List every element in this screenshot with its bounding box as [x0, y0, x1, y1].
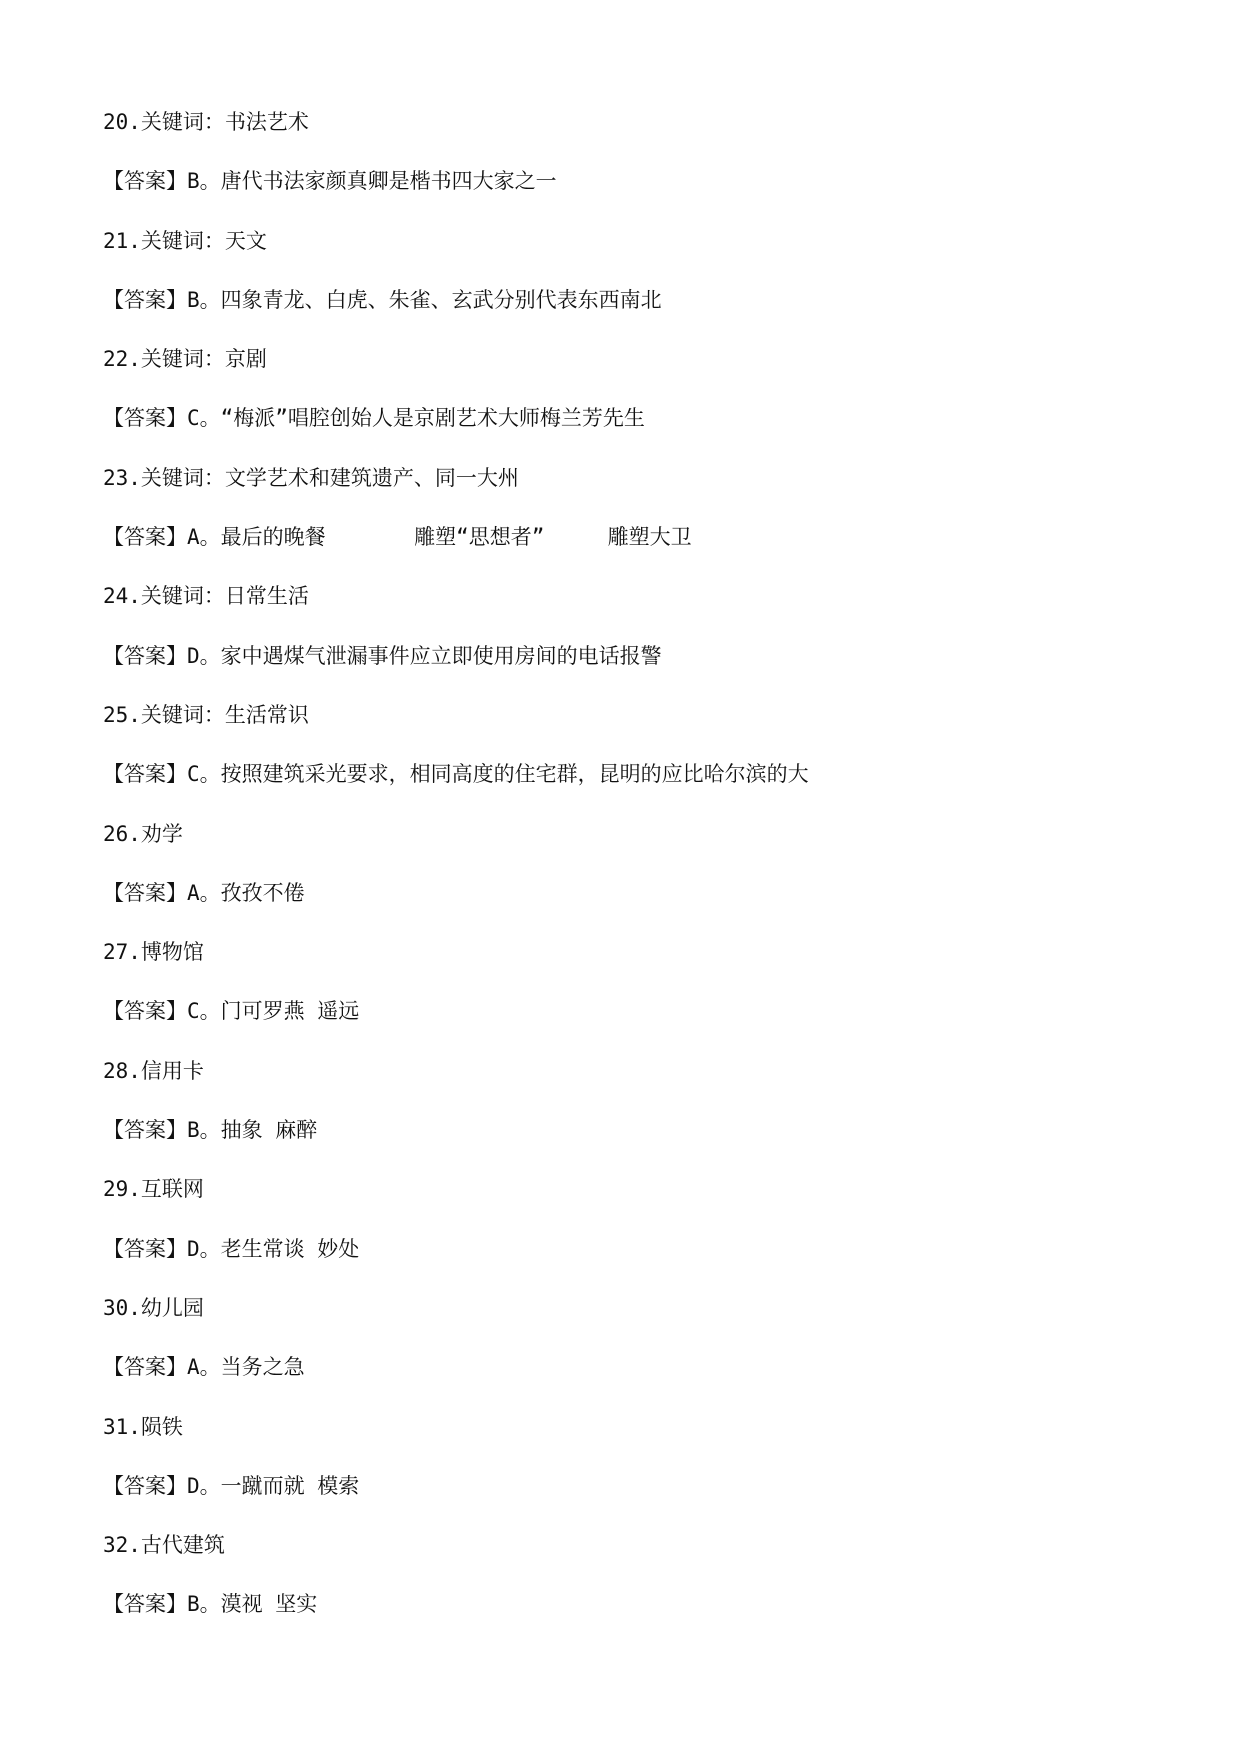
answer-23: 【答案】A。最后的晚餐 雕塑“思想者” 雕塑大卫 [103, 525, 692, 550]
question-topic-30: 30.幼儿园 [103, 1295, 204, 1320]
question-topic-29: 29.互联网 [103, 1177, 204, 1202]
question-topic-27: 27.博物馆 [103, 940, 204, 965]
question-keyword-21: 21.关键词：天文 [103, 228, 267, 253]
answer-31: 【答案】D。一蹴而就 模索 [103, 1473, 360, 1498]
question-topic-26: 26.劝学 [103, 821, 183, 846]
question-topic-28: 28.信用卡 [103, 1058, 204, 1083]
question-keyword-24: 24.关键词：日常生活 [103, 584, 309, 609]
answer-28: 【答案】B。抽象 麻醉 [103, 1118, 318, 1143]
answer-32: 【答案】B。漠视 坚实 [103, 1592, 318, 1617]
answer-30: 【答案】A。当务之急 [103, 1355, 305, 1380]
answer-21: 【答案】B。四象青龙、白虎、朱雀、玄武分别代表东西南北 [103, 287, 662, 312]
answer-29: 【答案】D。老生常谈 妙处 [103, 1236, 360, 1261]
question-topic-32: 32.古代建筑 [103, 1533, 225, 1558]
answer-22: 【答案】C。“梅派”唱腔创始人是京剧艺术大师梅兰芳先生 [103, 406, 645, 431]
question-keyword-22: 22.关键词：京剧 [103, 347, 267, 372]
answer-24: 【答案】D。家中遇煤气泄漏事件应立即使用房间的电话报警 [103, 643, 662, 668]
question-keyword-23: 23.关键词：文学艺术和建筑遗产、同一大州 [103, 465, 519, 490]
question-keyword-25: 25.关键词：生活常识 [103, 702, 309, 727]
answer-26: 【答案】A。孜孜不倦 [103, 880, 305, 905]
question-topic-31: 31.陨铁 [103, 1414, 183, 1439]
answer-20: 【答案】B。唐代书法家颜真卿是楷书四大家之一 [103, 169, 557, 194]
question-keyword-20: 20.关键词：书法艺术 [103, 110, 309, 134]
answer-27: 【答案】C。门可罗燕 遥远 [103, 999, 360, 1024]
answer-list [103, 107, 1143, 1649]
answer-25: 【答案】C。按照建筑采光要求，相同高度的住宅群，昆明的应比哈尔滨的大 [103, 762, 809, 787]
